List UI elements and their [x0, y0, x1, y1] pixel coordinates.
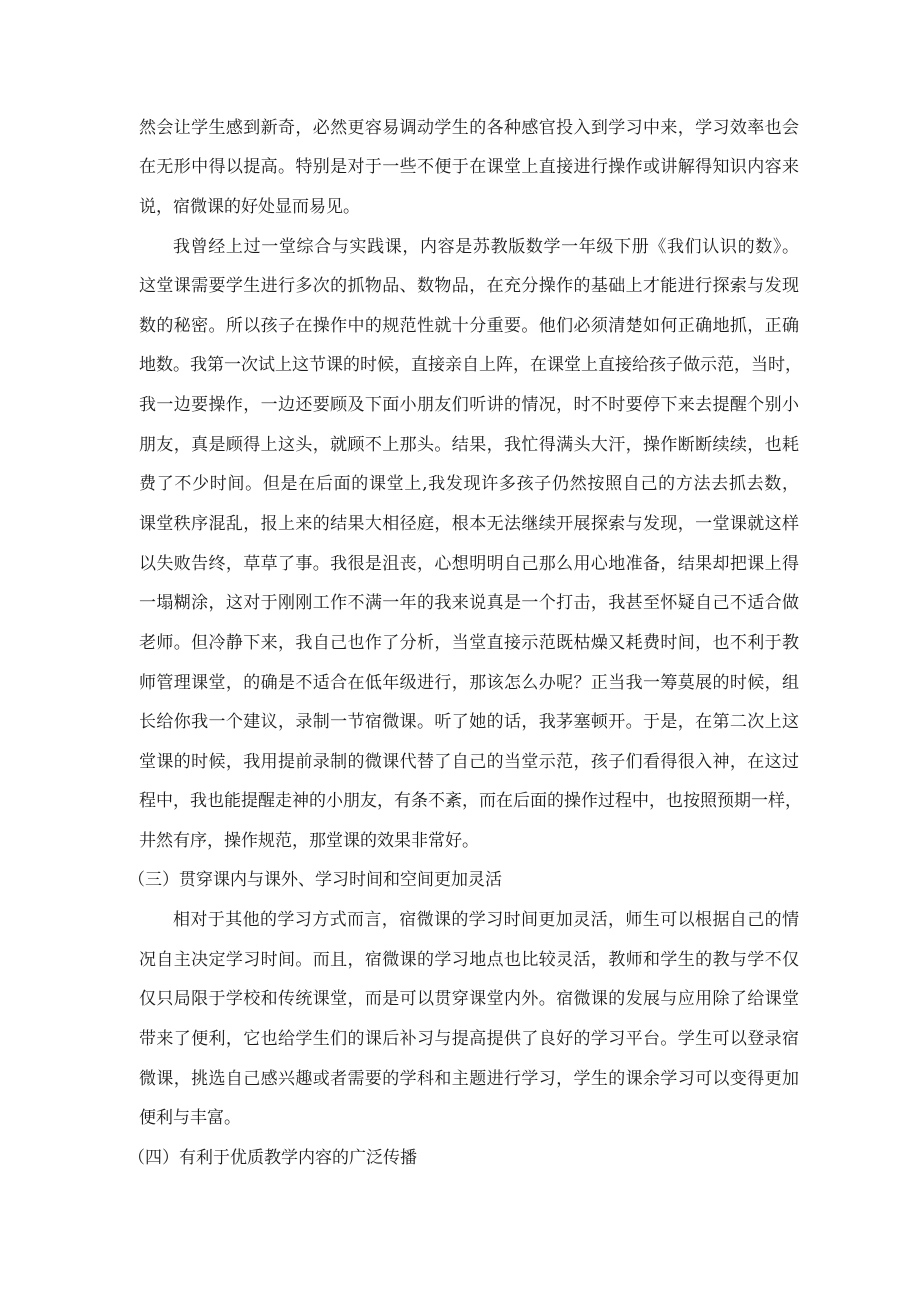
- paragraph-2-line-6: 朋友，真是顾得上这头，就顾不上那头。结果，我忙得满头大汗，操作断断续续，也耗: [139, 435, 799, 455]
- paragraph-2-line-14: 堂课的时候，我用提前录制的微课代替了自己的当堂示范，孩子们看得很入神，在这过: [139, 752, 799, 772]
- paragraph-2-line-15: 程中，我也能提醒走神的小朋友，有条不紊，而在后面的操作过程中，也按照预期一样，: [139, 791, 802, 811]
- paragraph-3-line-6: 便利与丰富。: [139, 1108, 241, 1128]
- paragraph-2-line-12: 师管理课堂，的确是不适合在低年级进行，那该怎么办呢？正当我一筹莫展的时候，组: [139, 673, 799, 693]
- paragraph-2-line-9: 以失败告终，草草了事。我很是沮丧，心想明明自己那么用心地准备，结果却把课上得: [139, 554, 799, 574]
- paragraph-3-line-4: 带来了便利，它也给学生们的课后补习与提高提供了良好的学习平台。学生可以登录宿: [139, 1029, 799, 1049]
- paragraph-1-line-1: 然会让学生感到新奇，必然更容易调动学生的各种感官投入到学习中来，学习效率也会: [139, 118, 799, 138]
- section-heading-3: （三）贯穿课内与课外、学习时间和空间更加灵活: [128, 870, 502, 890]
- paragraph-3-line-5: 微课，挑选自己感兴趣或者需要的学科和主题进行学习，学生的课余学习可以变得更加: [139, 1069, 799, 1089]
- paragraph-2-line-11: 老师。但冷静下来，我自己也作了分析，当堂直接示范既枯燥又耗费时间，也不利于教: [139, 633, 799, 653]
- paragraph-2-line-1: 我曾经上过一堂综合与实践课，内容是苏教版数学一年级下册《我们认识的数》。: [173, 237, 799, 257]
- paragraph-2-line-8: 课堂秩序混乱，报上来的结果大相径庭，根本无法继续开展探索与发现，一堂课就这样: [139, 514, 799, 534]
- paragraph-2-line-13: 长给你我一个建议，录制一节宿微课。听了她的话，我茅塞顿开。于是，在第二次上这: [139, 712, 799, 732]
- paragraph-3-line-3: 仅只局限于学校和传统课堂，而是可以贯穿课堂内外。宿微课的发展与应用除了给课堂: [139, 989, 799, 1009]
- paragraph-2-line-4: 地数。我第一次试上这节课的时候，直接亲自上阵，在课堂上直接给孩子做示范，当时，: [139, 355, 802, 375]
- section-heading-4: （四）有利于优质教学内容的广泛传播: [128, 1148, 417, 1168]
- paragraph-2-line-7: 费了不少时间。但是在后面的课堂上,我发现许多孩子仍然按照自己的方法去抓去数，: [139, 474, 799, 494]
- paragraph-1-line-3: 说，宿微课的好处显而易见。: [139, 197, 360, 217]
- paragraph-2-line-3: 数的秘密。所以孩子在操作中的规范性就十分重要。他们必须清楚如何正确地抓，正确: [139, 316, 799, 336]
- paragraph-3-line-1: 相对于其他的学习方式而言，宿微课的学习时间更加灵活，师生可以根据自己的情: [173, 910, 799, 930]
- paragraph-2-line-16: 井然有序，操作规范，那堂课的效果非常好。: [139, 831, 479, 851]
- paragraph-1-line-2: 在无形中得以提高。特别是对于一些不便于在课堂上直接进行操作或讲解得知识内容来: [139, 157, 799, 177]
- paragraph-2-line-2: 这堂课需要学生进行多次的抓物品、数物品，在充分操作的基础上才能进行探索与发现: [139, 276, 799, 296]
- paragraph-2-line-10: 一塌糊涂，这对于刚刚工作不满一年的我来说真是一个打击，我甚至怀疑自己不适合做: [139, 593, 799, 613]
- paragraph-3-line-2: 况自主决定学习时间。而且，宿微课的学习地点也比较灵活，教师和学生的教与学不仅: [139, 950, 799, 970]
- paragraph-2-line-5: 我一边要操作，一边还要顾及下面小朋友们听讲的情况，时不时要停下来去提醒个别小: [139, 395, 799, 415]
